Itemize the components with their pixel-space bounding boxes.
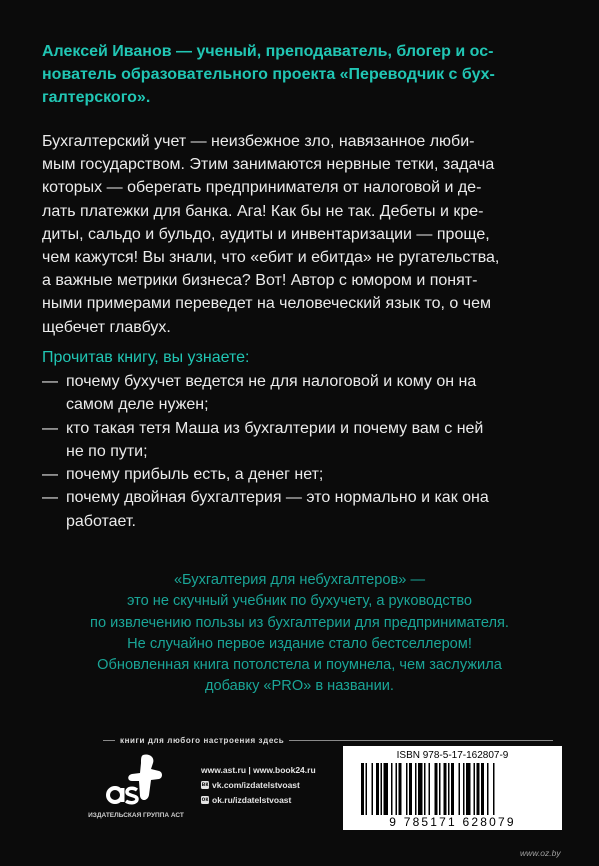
barcode-bar <box>451 763 454 815</box>
description-line: щебечет главбух. <box>42 318 171 336</box>
quote-line: Не случайно первое издание стало бестселлером! <box>127 635 472 652</box>
isbn-label: ISBN 978-5-17-162807-9 <box>396 750 509 761</box>
barcode-bar <box>459 763 461 815</box>
barcode-bar <box>424 763 426 815</box>
description-line: которых — оберегать предпринимателя от налоговой и де- <box>42 179 482 197</box>
barcode-bar <box>474 763 476 815</box>
learn-item-line: самом деле нужен; <box>66 396 209 414</box>
description-line: Бухгалтерский учет — неизбежное зло, навязанное люби- <box>42 133 475 150</box>
barcode-bar <box>361 763 364 815</box>
vk-icon: вк <box>201 781 209 788</box>
barcode-bar <box>406 763 408 815</box>
barcode-bar <box>399 763 402 815</box>
publisher-logo <box>83 751 189 823</box>
barcode-bar <box>372 763 374 815</box>
barcode-bar <box>366 763 368 815</box>
list-dash: — <box>42 373 58 390</box>
description-line: ными примерами переведет на человеческий язык то, о чем <box>42 295 491 313</box>
description-line: чем кажутся! Вы знали, что «ебит и ебитда» не ругательства, <box>42 249 500 267</box>
barcode-bar <box>381 763 383 815</box>
sites-link[interactable]: www.ast.ru | www.book24.ru <box>201 764 316 775</box>
book-quote <box>40 570 559 698</box>
barcode-bar <box>466 763 471 815</box>
learn-item-line: почему бухучет ведется не для налоговой и кому он на <box>66 373 477 390</box>
barcode-bar <box>391 763 393 815</box>
vk-link[interactable]: vk.com/izdatelstvoast <box>212 779 300 790</box>
barcode-bar <box>439 763 441 815</box>
barcode-bar <box>429 763 431 815</box>
author-bio-line: нователь образовательного проекта «Переводчик с бух- <box>42 66 495 83</box>
learn-list <box>42 370 572 533</box>
list-dash: — <box>42 466 58 484</box>
barcode-bar <box>448 763 450 815</box>
quote-line: добавку «PRO» в названии. <box>205 678 394 695</box>
description-line: лать платежки для банка. Ага! Как бы не так. Дебеты и кре- <box>42 202 484 220</box>
ok-icon: ок <box>201 796 209 803</box>
barcode-bar <box>376 763 379 815</box>
barcode-digits: 9 785171 628079 <box>389 815 516 829</box>
learn-list-item <box>42 463 572 486</box>
learn-list-item <box>42 486 572 533</box>
sites-row <box>201 764 316 775</box>
description-line: диты, сальдо и бульдо, аудиты и инвентаризации — проще, <box>42 225 490 243</box>
barcode-bar <box>415 763 417 815</box>
quote-line: «Бухгалтерия для небухгалтеров» — <box>173 572 426 588</box>
ok-row <box>201 794 316 805</box>
barcode-bar <box>396 763 398 815</box>
description-line: а важные метрики бизнеса? Вот! Автор с юмором и понят- <box>42 272 478 290</box>
barcode-box <box>343 746 562 830</box>
learn-item-line: не по пути; <box>66 442 148 460</box>
barcode-bar <box>477 763 480 815</box>
learn-list-item <box>42 417 572 464</box>
author-bio-line: галтерского». <box>42 89 151 106</box>
learn-item-line: почему прибыль есть, а денег нет; <box>66 466 324 484</box>
learn-item-line: кто такая тетя Маша из бухгалтерии и почему вам с ней <box>66 419 484 437</box>
learn-item-line: почему двойная бухгалтерия — это нормально и как она <box>66 489 489 507</box>
ast-logo-icon <box>105 751 167 809</box>
publisher-links <box>201 764 316 809</box>
description-line: мым государством. Этим занимаются нервные тетки, задача <box>42 156 495 174</box>
publisher-tagline: книги для любого настроения здесь <box>115 735 289 747</box>
book-description <box>42 130 572 339</box>
barcode-bar <box>418 763 423 815</box>
learn-list-item <box>42 370 572 417</box>
publisher-caption: ИЗДАТЕЛЬСКАЯ ГРУППА АСТ <box>88 812 184 819</box>
barcode-icon <box>359 763 546 815</box>
learn-item-line: работает. <box>66 512 136 530</box>
author-bio-line: Алексей Иванов — ученый, преподаватель, блогер и ос- <box>42 43 494 60</box>
barcode-bar <box>435 763 438 815</box>
quote-line: по извлечению пользы из бухгалтерии для предпринимателя. <box>90 614 509 631</box>
list-dash: — <box>42 419 58 437</box>
barcode-bar <box>493 763 495 815</box>
watermark: www.oz.by <box>520 848 561 858</box>
barcode-bar <box>487 763 489 815</box>
learn-heading: Прочитав книгу, вы узнаете: <box>42 349 250 366</box>
ok-link[interactable]: ok.ru/izdatelstvoast <box>212 794 292 805</box>
barcode-bar <box>384 763 389 815</box>
quote-line: Обновленная книга потолстела и поумнела, чем заслужила <box>97 657 502 674</box>
vk-row <box>201 779 316 790</box>
barcode-bar <box>481 763 484 815</box>
barcode-bar <box>463 763 465 815</box>
list-dash: — <box>42 489 58 507</box>
author-bio <box>42 40 562 109</box>
quote-line: это не скучный учебник по бухучету, а руководство <box>126 593 473 610</box>
barcode-bar <box>444 763 447 815</box>
barcode-bar <box>409 763 412 815</box>
